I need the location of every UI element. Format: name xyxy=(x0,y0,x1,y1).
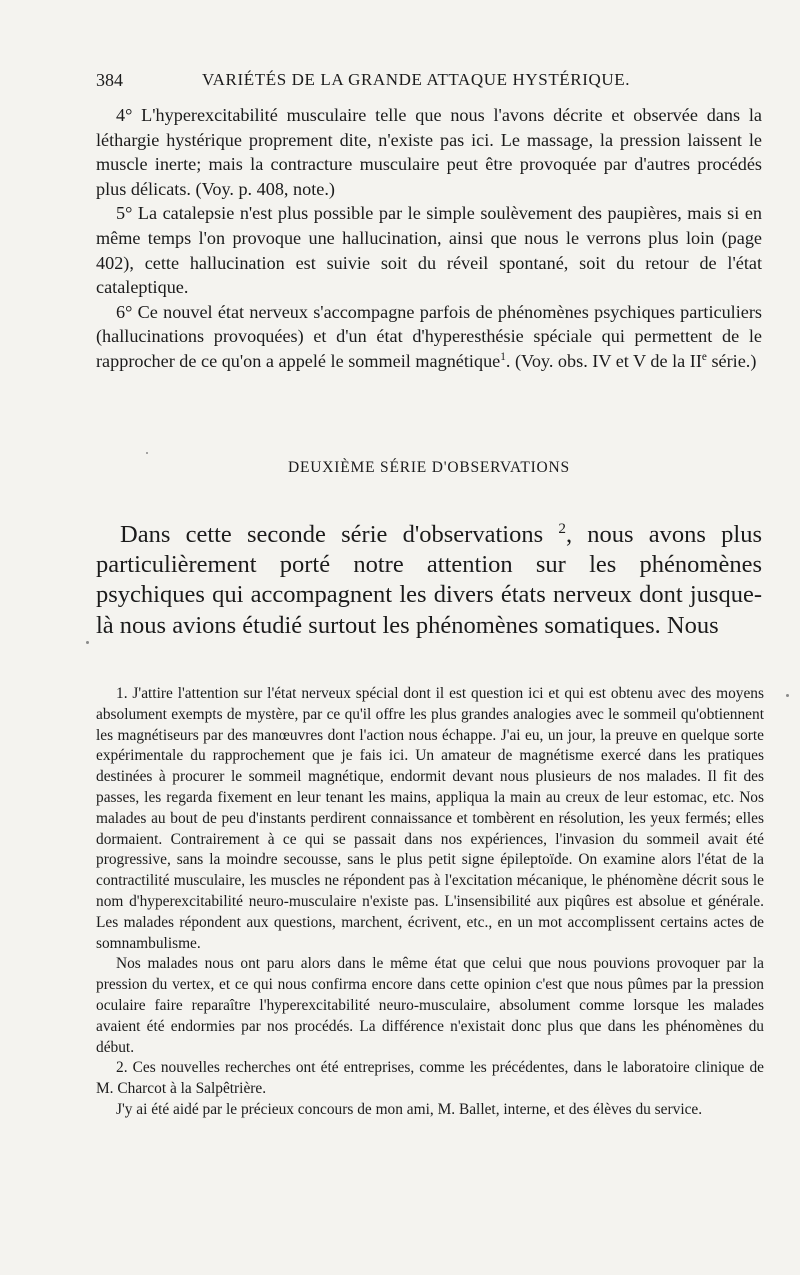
point-5-paragraph: 5° La catalepsie n'est plus possible par le simple soulèvement des paupières, mais si en même temps l'on provoque une hallucination, ainsi que nous le verrons plus loin (page 402), cette hallucination est suivie soit du réveil spontané, soit du retour de l'état cataleptique. xyxy=(96,203,762,298)
footnote-2: 2. Ces nouvelles recherches ont été entreprises, comme les précédentes, dans le laboratoire clinique de M. Charcot à la Salpêtrière. xyxy=(96,1059,764,1098)
footnote-ref-1: 1 xyxy=(500,350,506,363)
section-intro-continuation: , nous avons plus particulièrement porté notre attention sur les phénomènes psychiques qui accompagnent les divers états nerveux dont jusque-là nous avions étudié surtout les phénomènes somatiques. Nous xyxy=(96,521,762,639)
running-title: VARIÉTÉS DE LA GRANDE ATTAQUE HYSTÉRIQUE. xyxy=(202,70,631,89)
footnote-1: 1. J'attire l'attention sur l'état nerveux spécial dont il est question ici et qui est obtenu avec des moyens absolument exempts de mystère, par ce qu'il offre les plus grandes analogies avec le sommeil qu'obtiennent les magnétiseurs par des manœuvres dont l'action nous échappe. J'ai eu, un jour, la preuve en quelque sorte expérimentale du rapprochement que je fais ici. Un amateur de magnétisme exercé dans les pratiques destinées à procurer le sommeil magnétique, endormit devant nous plusieurs de nos malades. Il fit des passes, les regarda fixement en leur tenant les mains, appliqua la main au creux de leur estomac, etc. Nos malades au bout de peu d'instants perdirent connaissance et tombèrent en résolution, les yeux fermés; elles dormaient. Contrairement à ce qui se passait dans nos expériences, l'invasion du sommeil avait été progressive, sans la moindre secousse, sans le plus petit signe épileptoïde. On examine alors l'état de la contractilité musculaire, les muscles ne répondent pas à l'excitation mécanique, le phénomène décrit sous le nom d'hyperexcitabilité neuro-musculaire n'existe pas. L'insensibilité aux piqûres est absolue et générale. Les malades répondent aux questions, marchent, écrivent, etc., en un mot accomplissent certains actes de somnambulisme. xyxy=(96,685,764,952)
point-4-paragraph: 4° L'hyperexcitabilité musculaire telle que nous l'avons décrite et observée dans la léthargie hystérique proprement dite, n'existe pas ici. Le massage, la pression laissent le muscle inerte; mais la contracture musculaire peut être provoquée par d'autres procédés plus délicats. (Voy. p. 408, note.) xyxy=(96,105,762,199)
section-intro-text: Dans cette seconde série d'observations xyxy=(120,521,559,548)
page-header xyxy=(96,70,760,98)
ink-speck xyxy=(786,694,789,697)
numbered-points xyxy=(96,103,762,374)
footnote-2-continued: J'y ai été aidé par le précieux concours de mon ami, M. Ballet, interne, et des élèves du service. xyxy=(116,1100,703,1118)
section-heading: DEUXIÈME SÉRIE D'OBSERVATIONS xyxy=(288,459,570,476)
section-intro-paragraph xyxy=(96,520,762,641)
footnote-ref-2: 2 xyxy=(558,519,566,537)
ink-speck xyxy=(146,452,148,454)
page-number: 384 xyxy=(96,70,123,90)
point-6-text: 6° Ce nouvel état nerveux s'accompagne parfois de phénomènes psychiques particuliers (hallucinations provoquées) et d'un état d'hyperesthésie spéciale qui permettent de le rapprocher de ce qu'on a appelé le sommeil magnétique xyxy=(96,301,762,371)
point-6-reference: . (Voy. obs. IV et V de la II xyxy=(505,350,702,371)
section-intro xyxy=(96,520,762,641)
point-6-end: série.) xyxy=(706,350,757,371)
footnote-1-continued: Nos malades nous ont paru alors dans le même état que celui que nous pouvions provoquer par la pression du vertex, et ce qui nous confirma encore dans cette opinion c'est que nous pûmes par la pression oculaire faire reparaître l'hyperexcitabilité neuro-musculaire, absolument comme lorsque les malades avaient été endormies par nos procédés. La différence n'existait donc plus que dans les phénomènes du début. xyxy=(96,955,764,1056)
series-superscript: e xyxy=(701,350,707,363)
point-6-paragraph xyxy=(96,300,762,374)
footnotes xyxy=(96,684,764,1121)
ink-speck xyxy=(86,641,89,644)
